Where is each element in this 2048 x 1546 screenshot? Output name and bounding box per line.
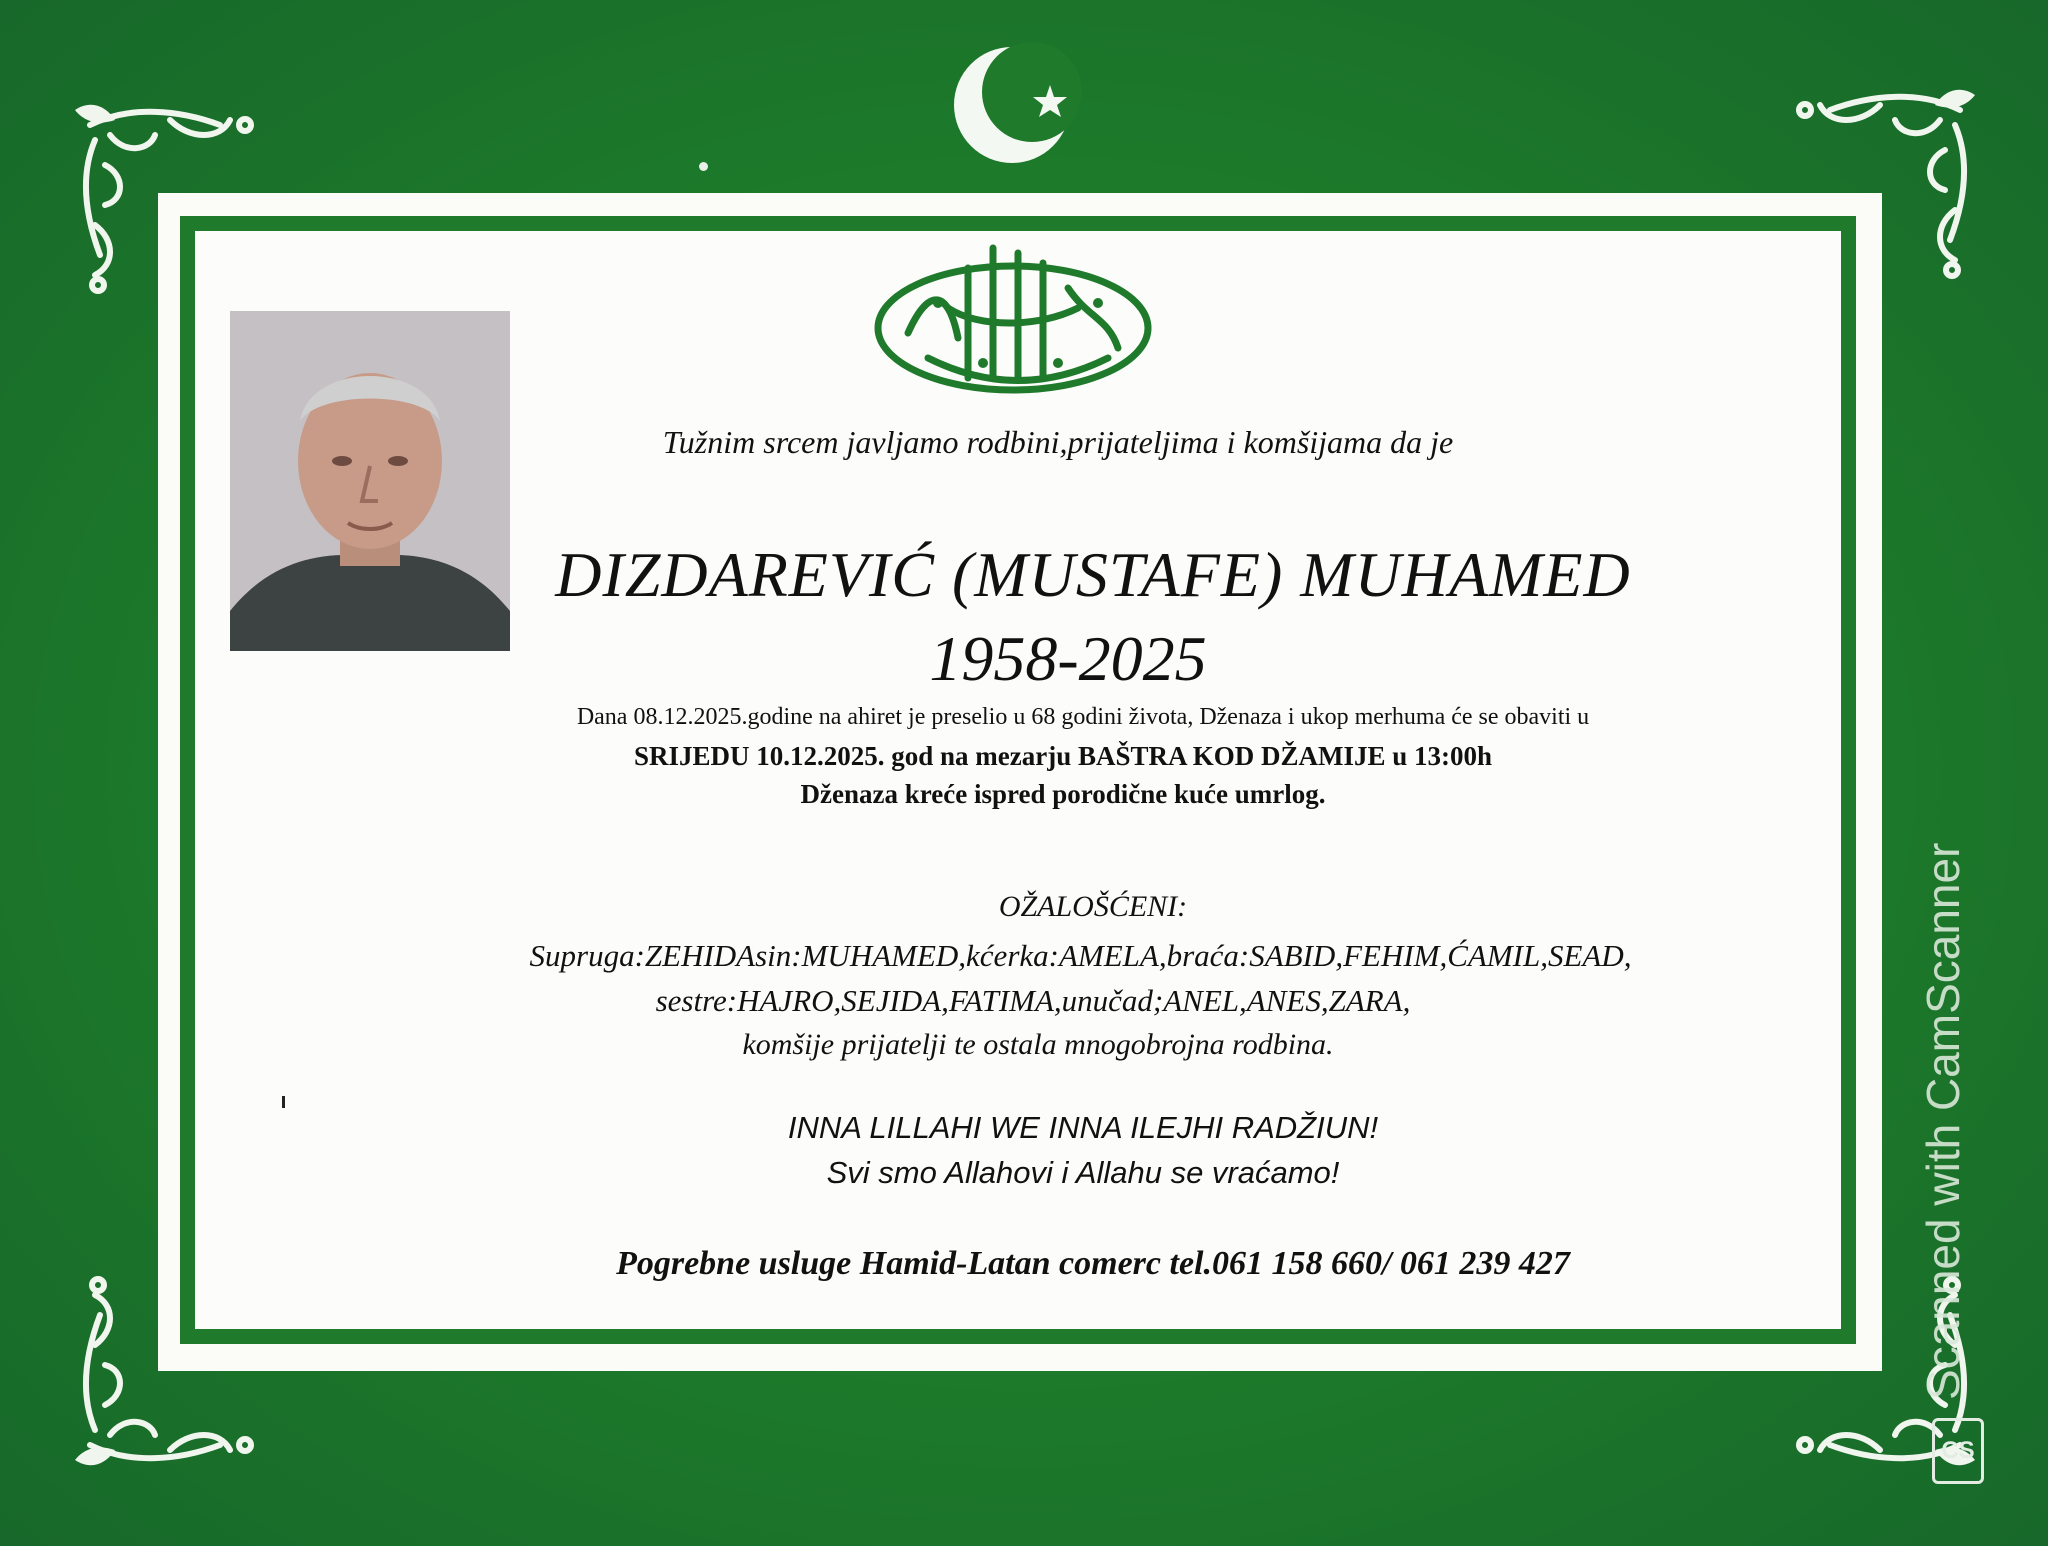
arabic-calligraphy-icon (868, 228, 1158, 408)
ink-mark (282, 1096, 285, 1108)
mourners-line: komšije prijatelji te ostala mnogobrojna rodbina. (742, 1028, 1334, 1061)
funeral-details-line: SRIJEDU 10.12.2025. god na mezarju BAŠTRA KOD DŽAMIJE u 13:00h (633, 741, 1493, 771)
mourners-heading: OŽALOŠĆENI: (998, 890, 1188, 923)
crescent-star-icon (950, 40, 1090, 170)
camscanner-logo-icon: CS (1932, 1418, 1984, 1484)
funeral-details-line: Dana 08.12.2025.godine na ahiret je preselio u 68 godini života, Dženaza i ukop merhuma će se obaviti u (576, 704, 1590, 730)
deceased-name: DIZDAREVIĆ (MUSTAFE) MUHAMED (555, 539, 1631, 610)
life-years: 1958-2025 (929, 623, 1207, 694)
intro-text: Tužnim srcem javljamo rodbini,prijateljima i komšijama da je (662, 424, 1454, 460)
funeral-service-contact: Pogrebne usluge Hamid-Latan comerc tel.061 158 660/ 061 239 427 (616, 1245, 1570, 1282)
prayer-line: Svi smo Allahovi i Allahu se vraćamo! (826, 1155, 1340, 1190)
scanner-watermark: Scanned with CamScanner (1917, 842, 1969, 1400)
prayer-line: INNA LILLAHI WE INNA ILEJHI RADŽIUN! (787, 1110, 1379, 1145)
decorative-dot (699, 162, 708, 171)
mourners-line: Supruga:ZEHIDAsin:MUHAMED,kćerka:AMELA,braća:SABID,FEHIM,ĆAMIL,SEAD, (529, 938, 1632, 973)
funeral-details-line: Dženaza kreće ispred porodične kuće umrlog. (800, 779, 1326, 809)
mourners-line: sestre:HAJRO,SEJIDA,FATIMA,unučad;ANEL,ANES,ZARA, (655, 983, 1411, 1018)
